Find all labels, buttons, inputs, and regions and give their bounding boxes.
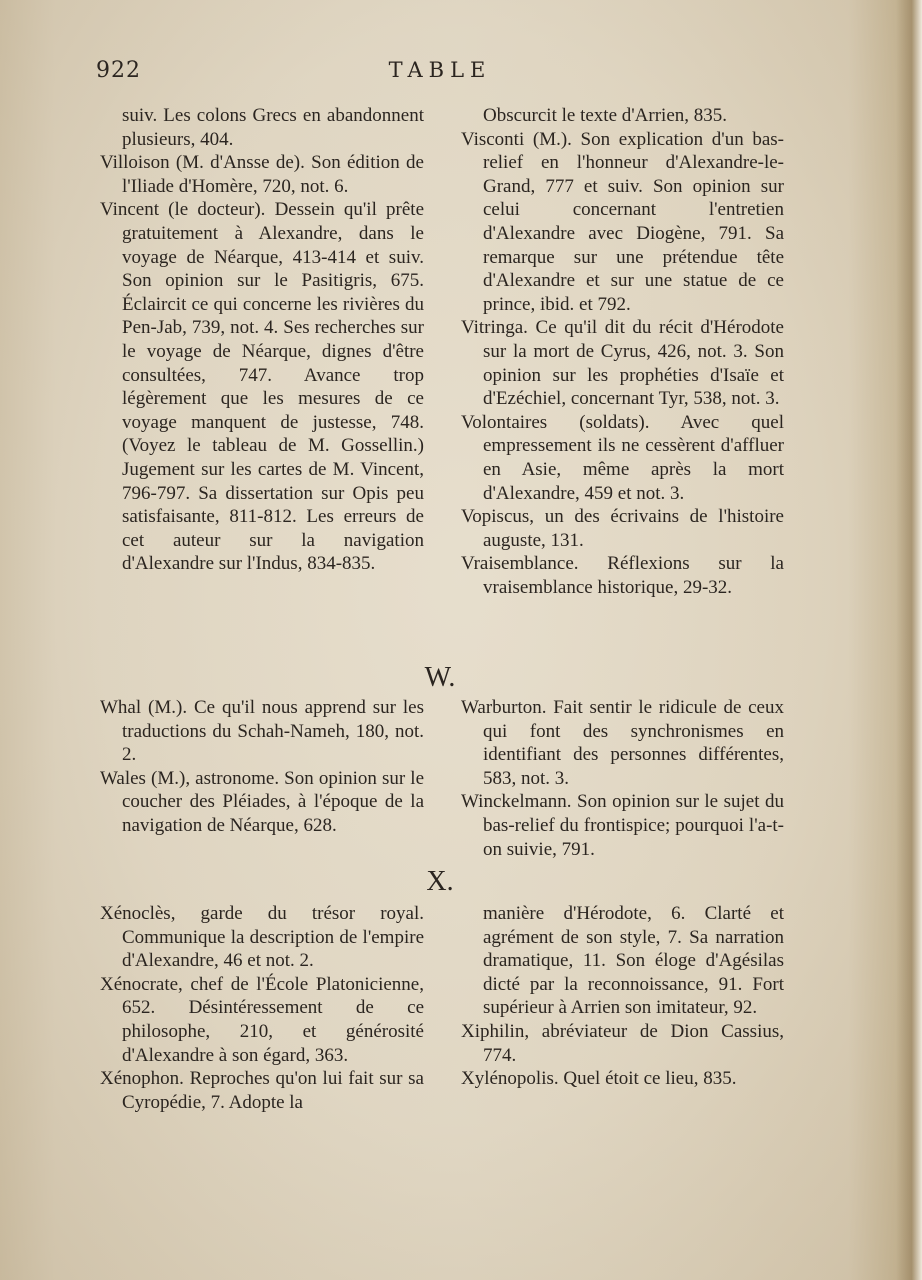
index-entry: Winckelmann. Son opinion sur le sujet du bas-relief du frontispice; pourquoi l'a-t-on suivie, 791.: [461, 791, 784, 860]
section-heading-x: X.: [426, 866, 454, 897]
index-entry: manière d'Hérodote, 6. Clarté et agrément de son style, 7. Sa narration dramatique, 11. Son éloge d'Agésilas dicté par la reconnoissance, 91. Fort supérieur à Arrien son imitateur, 92.: [483, 903, 784, 1019]
index-entry: Xiphilin, abréviateur de Dion Cassius, 774.: [461, 1020, 784, 1066]
index-entry: Xylénopolis. Quel étoit ce lieu, 835.: [461, 1068, 737, 1090]
index-entry: Xénoclès, garde du trésor royal. Communique la description de l'empire d'Alexandre, 46 et not. 2.: [100, 903, 424, 972]
index-entry: Visconti (M.). Son explication d'un bas-relief en l'honneur d'Alexandre-le-Grand, 777 et suiv. Son opinion sur celui concernant l'entretien d'Alexandre avec Diogène, 791. Sa remarque sur une prétendue tête d'Alexandre et sur une statue de ce prince, ibid. et 792.: [461, 128, 784, 315]
section-v-right-column: [461, 104, 784, 599]
index-entry: Obscurcit le texte d'Arrien, 835.: [483, 105, 728, 126]
section-x-left-column: [100, 902, 424, 1114]
section-x-right-column: [461, 902, 784, 1091]
index-entry: Whal (M.). Ce qu'il nous apprend sur les traductions du Schah-Nameh, 180, not. 2.: [100, 697, 424, 766]
section-heading-w: W.: [424, 662, 456, 693]
index-entry: Vitringa. Ce qu'il dit du récit d'Hérodote sur la mort de Cyrus, 426, not. 3. Son opinion sur les prophéties d'Isaïe et d'Ezéchiel, concernant Tyr, 538, not. 3.: [461, 317, 784, 410]
index-entry: Xénocrate, chef de l'École Platonicienne, 652. Désintéressement de ce philosophe, 210, et générosité d'Alexandre à son égard, 363.: [100, 973, 424, 1066]
index-entry: Vraisemblance. Réflexions sur la vraisemblance historique, 29-32.: [461, 553, 784, 598]
index-entry: Vopiscus, un des écrivains de l'histoire auguste, 131.: [461, 506, 784, 551]
index-entry: Vincent (le docteur). Dessein qu'il prête gratuitement à Alexandre, dans le voyage de Néarque, 413-414 et suiv. Son opinion sur le Pasitigris, 675. Éclaircit ce qui concerne les rivières du Pen-Jab, 739, not. 4. Ses recherches sur le voyage de Néarque, dignes d'être consultées, 747. Avance trop légèrement que les mesures de ce voyage manquent de justesse, 748. (Voyez le tableau de M. Gossellin.) Jugement sur les cartes de M. Vincent, 796-797. Sa dissertation sur Opis peu satisfaisante, 811-812. Les erreurs de cet auteur sur la navigation d'Alexandre sur l'Indus, 834-835.: [100, 199, 424, 575]
section-w-right-column: [461, 696, 784, 861]
section-v-left-column: [100, 104, 424, 576]
index-entry: Xénophon. Reproches qu'on lui fait sur sa Cyropédie, 7. Adopte la: [100, 1068, 424, 1113]
index-entry: Volontaires (soldats). Avec quel empressement ils ne cessèrent d'affluer en Asie, même après la mort d'Alexandre, 459 et not. 3.: [461, 411, 784, 504]
index-entry: Warburton. Fait sentir le ridicule de ceux qui font des synchronismes en identifiant des personnes différentes, 583, not. 3.: [461, 697, 784, 789]
running-head: TABLE: [388, 58, 492, 82]
section-w-left-column: [100, 696, 424, 838]
index-entry: Wales (M.), astronome. Son opinion sur le coucher des Pléiades, à l'époque de la navigation de Néarque, 628.: [100, 767, 424, 836]
page-number: 922: [96, 58, 141, 83]
index-entry: Villoison (M. d'Ansse de). Son édition de l'Iliade d'Homère, 720, not. 6.: [100, 152, 424, 197]
index-entry: suiv. Les colons Grecs en abandonnent plusieurs, 404.: [122, 105, 424, 150]
